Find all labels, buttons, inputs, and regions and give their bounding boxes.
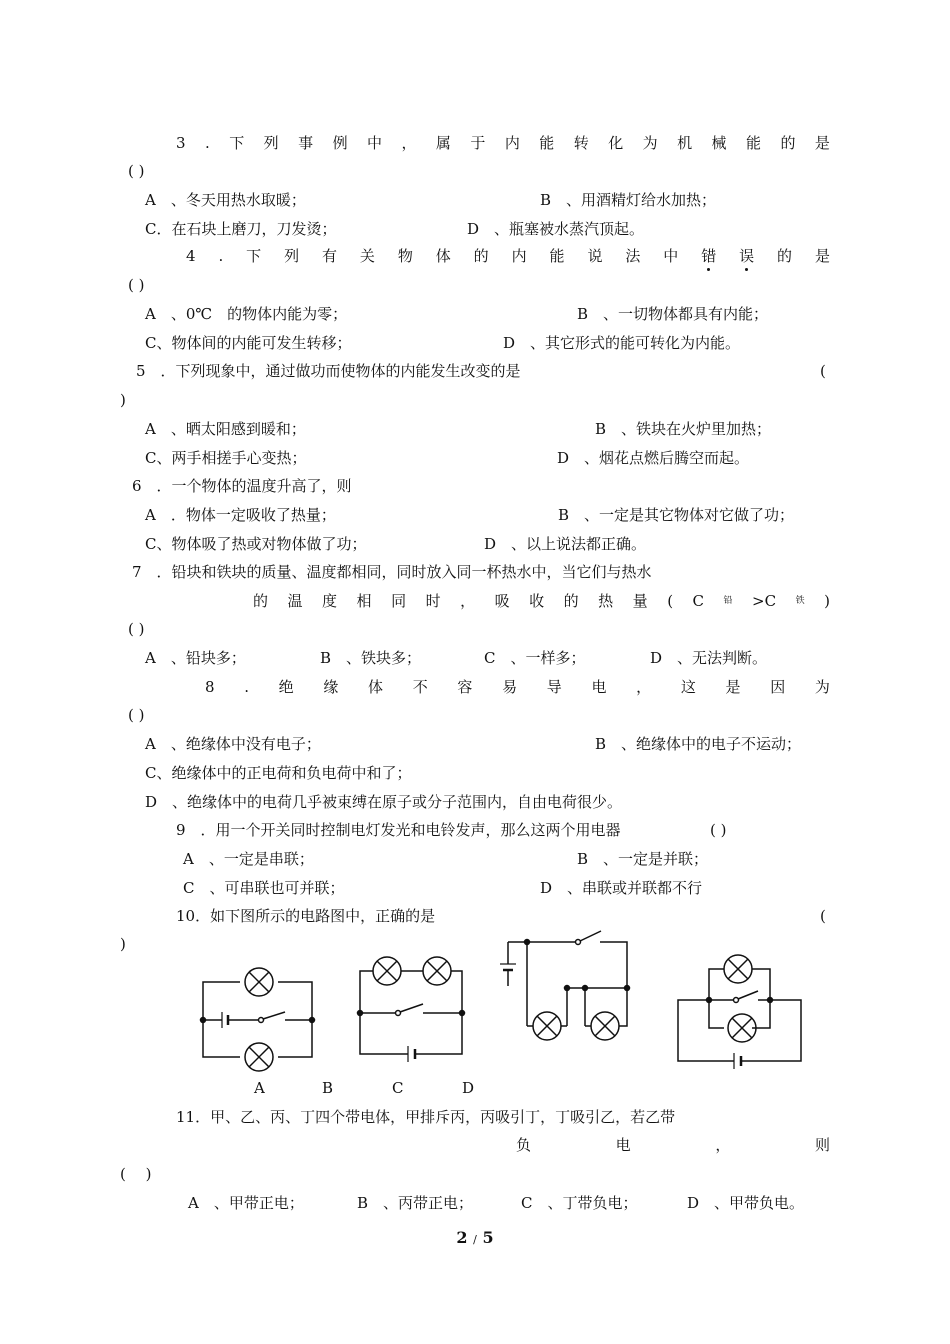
circuit-a-bottom-lamp [245, 1043, 273, 1071]
q7-stem2-char: 热 [598, 592, 614, 610]
q4-stem-char: 下 [246, 247, 262, 265]
page-separator: / [473, 1233, 477, 1246]
q7-option-a: A 、铅块多； [145, 649, 246, 667]
q4-option-a: A 、0℃ 的物体内能为零； [145, 305, 348, 323]
q8-stem-char: 易 [502, 678, 518, 696]
q11-answer-paren: ( ) [120, 1165, 152, 1183]
q8-stem-char: 是 [725, 678, 741, 696]
q4-option-b: B 、一切物体都具有内能； [577, 305, 769, 323]
q7-stem2-char: ， [460, 592, 476, 610]
q5-paren-close: ) [120, 391, 126, 409]
q11-stem2-char: 电 [615, 1136, 631, 1154]
q3-stem-char: . [204, 134, 210, 152]
q4-stem-char: 的 [473, 247, 489, 265]
q7-c-symbol: C [692, 592, 705, 610]
q3-stem-char: 能 [539, 134, 555, 152]
q8-answer-paren: ( ) [128, 706, 145, 724]
q3-option-d: D 、瓶塞被水蒸汽顶起。 [467, 220, 645, 238]
q7-stem2-char: 量 [632, 592, 648, 610]
q8-stem-char: 电 [591, 678, 607, 696]
q10-paren-open: ( [820, 907, 826, 925]
q4-stem-char: 内 [511, 247, 527, 265]
q10-stem: 10．如下图所示的电路图中，正确的是 [176, 907, 436, 925]
q3-stem-char: 转 [573, 134, 589, 152]
q5-option-a: A 、晒太阳感到暖和； [145, 420, 306, 438]
q3-stem-char: 能 [746, 134, 762, 152]
q7-stem2-char: 吸 [494, 592, 510, 610]
q11-stem2-char: 则 [814, 1136, 830, 1154]
q11-stem: 11．甲、乙、丙、丁四个带电体，甲排斥丙，丙吸引丁，丁吸引乙，若乙带 [176, 1108, 676, 1126]
q5-stem: 5 ．下列现象中，通过做功而使物体的内能发生改变的是 [136, 362, 521, 380]
q7-option-d: D 、无法判断。 [650, 649, 768, 667]
q3-stem-char: 中 [367, 134, 383, 152]
circuit-b [358, 957, 465, 1062]
q4-option-d: D 、其它形式的能可转化为内能。 [503, 334, 741, 352]
q11-stem-continued [516, 1135, 830, 1155]
q6-option-d: D 、以上说法都正确。 [484, 535, 647, 553]
q8-option-a: A 、绝缘体中没有电子； [145, 735, 321, 753]
q11-option-b: B 、丙带正电； [357, 1194, 474, 1212]
q7-answer-paren: ( ) [128, 620, 145, 638]
q4-stem-char: 误 [739, 247, 755, 265]
q3-stem-char: 列 [263, 134, 279, 152]
page-number [0, 1228, 950, 1247]
circuit-b-lamp-left [373, 957, 401, 985]
q6-option-b: B 、一定是其它物体对它做了功； [558, 506, 795, 524]
q4-stem-char: 物 [397, 247, 413, 265]
q8-stem-char: ， [636, 678, 652, 696]
q8-stem-char: 这 [680, 678, 696, 696]
circuit-b-lamp-right [423, 957, 451, 985]
q8-stem-char: 容 [457, 678, 473, 696]
q6-option-a: A ．物体一定吸收了热量； [145, 506, 336, 524]
q7-paren-close: ) [824, 592, 830, 610]
q9-option-a: A 、一定是串联； [183, 850, 314, 868]
circuit-d-top-lamp [724, 955, 752, 983]
q8-stem-char: 缘 [323, 678, 339, 696]
q10-paren-close: ) [120, 935, 126, 953]
q3-stem-char: 属 [435, 134, 451, 152]
q7-stem2-char: 同 [391, 592, 407, 610]
q3-stem-char: 械 [711, 134, 727, 152]
q4-stem-char: 列 [284, 247, 300, 265]
q4-stem-char: 能 [549, 247, 565, 265]
q3-answer-paren: ( ) [128, 162, 145, 180]
q7-stem2-char: 温 [287, 592, 303, 610]
q5-option-b: B 、铁块在火炉里加热； [595, 420, 772, 438]
q11-option-a: A 、甲带正电； [188, 1194, 304, 1212]
circuit-label-d: D [462, 1079, 475, 1097]
circuit-c-lamp-right [591, 1012, 619, 1040]
circuit-a [201, 968, 315, 1071]
q4-stem-char: 关 [359, 247, 375, 265]
q4-option-c: C、物体间的内能可发生转移； [145, 334, 352, 352]
q9-answer-paren: ( ) [710, 821, 727, 839]
circuit-d [678, 955, 801, 1069]
q11-option-c: C 、丁带负电； [521, 1194, 638, 1212]
q8-stem-char: 为 [814, 678, 830, 696]
q3-stem-char: 为 [642, 134, 658, 152]
q8-stem-char: . [244, 678, 249, 696]
q3-stem-char: 化 [608, 134, 624, 152]
q7-greater-than: >C [752, 592, 777, 610]
q11-stem2-char: ， [715, 1136, 731, 1154]
q3-stem-char: 3 [176, 134, 186, 152]
q3-option-a: A 、冬天用热水取暖； [145, 191, 306, 209]
q4-stem-char: 是 [814, 247, 830, 265]
q5-option-c: C、两手相搓手心变热； [145, 449, 307, 467]
q3-stem-char: 下 [229, 134, 245, 152]
q9-option-b: B 、一定是并联； [577, 850, 709, 868]
q7-stem: 7 ．铅块和铁块的质量、温度都相同，同时放入同一杯热水中，当它们与热水 [132, 563, 652, 581]
q3-stem-char: 事 [298, 134, 314, 152]
q11-stem2-char: 负 [516, 1136, 532, 1154]
q3-stem-char: 是 [814, 134, 830, 152]
circuit-label-c: C [392, 1079, 404, 1097]
q8-stem-char: 体 [368, 678, 384, 696]
q3-stem-char: 内 [504, 134, 520, 152]
page-total: 5 [482, 1228, 494, 1247]
q5-option-d: D 、烟花点燃后腾空而起。 [557, 449, 750, 467]
q4-stem-char: 说 [587, 247, 603, 265]
q9-option-d: D 、串联或并联都不行 [540, 879, 703, 897]
q4-stem-char: 错 [701, 247, 717, 265]
circuit-label-b: B [322, 1079, 334, 1097]
circuit-label-a: A [254, 1079, 265, 1097]
circuit-d-bottom-lamp [728, 1014, 756, 1042]
q6-option-c: C、物体吸了热或对物体做了功； [145, 535, 367, 553]
q7-subscript-lead: 铅 [723, 596, 733, 606]
q8-stem-char: 绝 [278, 678, 294, 696]
q7-stem2-char: 时 [425, 592, 441, 610]
q4-stem-char: 的 [777, 247, 793, 265]
q7-option-b: B 、铁块多； [320, 649, 422, 667]
q7-option-c: C 、一样多； [484, 649, 586, 667]
q7-stem2-char: 相 [356, 592, 372, 610]
q3-stem-char: 的 [780, 134, 796, 152]
q3-stem-char: 于 [470, 134, 486, 152]
q5-paren-open: ( [820, 362, 826, 380]
q7-stem2-char: ( [667, 592, 674, 610]
q8-stem-char: 8 [205, 678, 215, 696]
q7-stem2-char: 度 [322, 592, 338, 610]
q4-stem-char: 体 [435, 247, 451, 265]
q4-stem-char: 法 [625, 247, 641, 265]
q3-stem-char: 例 [332, 134, 348, 152]
q7-stem2-char: 的 [563, 592, 579, 610]
q8-option-d: D 、绝缘体中的电荷几乎被束缚在原子或分子范围内，自由电荷很少。 [145, 793, 623, 811]
page-current: 2 [456, 1228, 468, 1247]
q9-stem: 9 ．用一个开关同时控制电灯发光和电铃发声，那么这两个用电器 [176, 821, 621, 839]
q7-stem2-char: 的 [253, 592, 269, 610]
q4-stem-char: 中 [663, 247, 679, 265]
q4-stem-char: 有 [321, 247, 337, 265]
q4-answer-paren: ( ) [128, 276, 145, 294]
q8-stem-char: 因 [770, 678, 786, 696]
circuit-c [500, 931, 630, 1040]
circuit-a-top-lamp [245, 968, 273, 996]
q8-stem-char: 不 [412, 678, 428, 696]
q8-stem-char: 导 [546, 678, 562, 696]
q3-stem-char: 机 [677, 134, 693, 152]
q8-option-b: B 、绝缘体中的电子不运动； [595, 735, 802, 753]
q7-subscript-iron: 铁 [795, 596, 805, 606]
q9-option-c: C 、可串联也可并联； [183, 879, 345, 897]
q3-stem-char: ， [401, 134, 417, 152]
q8-option-c: C、绝缘体中的正电荷和负电荷中和了； [145, 764, 412, 782]
q4-stem-char: . [218, 247, 224, 265]
q6-stem: 6 ．一个物体的温度升高了，则 [132, 477, 352, 495]
q7-stem2-char: 收 [529, 592, 545, 610]
circuit-c-lamp-left [533, 1012, 561, 1040]
q3-option-b: B 、用酒精灯给水加热； [540, 191, 717, 209]
q4-stem-char: 4 [186, 247, 196, 265]
q3-option-c: C．在石块上磨刀，刀发烫； [145, 220, 337, 238]
q11-option-d: D 、甲带负电。 [687, 1194, 805, 1212]
